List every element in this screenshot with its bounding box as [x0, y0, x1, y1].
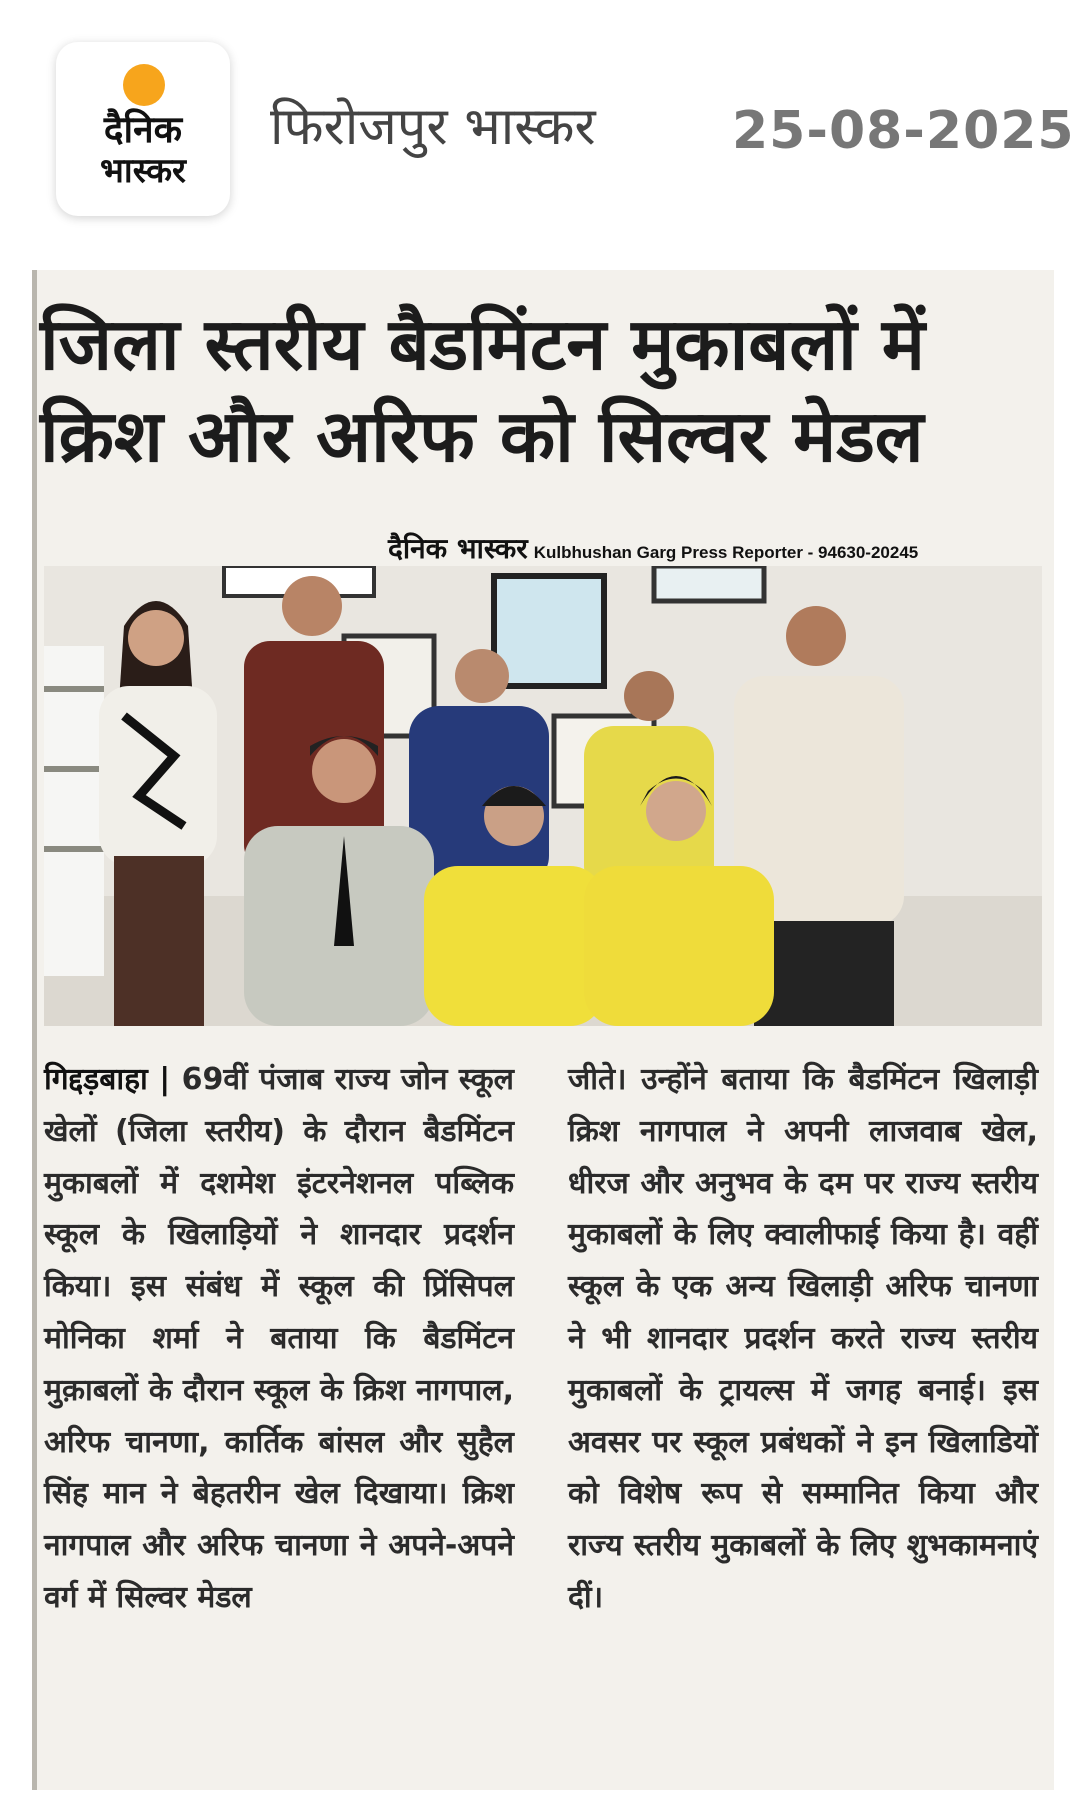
group-photo-illustration	[44, 566, 1042, 1026]
article-dateline: गिद्दड़बाहा |	[44, 1062, 182, 1097]
article-headline: जिला स्तरीय बैडमिंटन मुकाबलों में क्रिश और अरिफ को सिल्वर मेडल	[40, 302, 925, 478]
credit-reporter: Kulbhushan Garg Press Reporter - 94630-20245	[533, 543, 919, 562]
dainik-bhaskar-logo[interactable]	[56, 42, 230, 216]
article-column-2: जीते। उन्होंने बताया कि बैडमिंटन खिलाड़ी क्रिश नागपाल ने अपनी लाजवाब खेल, धीरज और अनुभव के दम पर राज्य स्तरीय मुकाबलों के लिए क्वालीफाई किया है। वहीं स्कूल के एक अन्य खिलाड़ी अरिफ चानणा ने भी शानदार प्रदर्शन करते राज्य स्तरीय मुकाबलों के ट्रायल्स में जगह बनाई। इस अवसर पर स्कूल प्रबंधकों ने इन खिलाडियों को विशेष रूप से सम्मानित किया और राज्य स्तरीय मुकाबलों के लिए शुभकामनाएं दीं।	[568, 1062, 1038, 1615]
sun-icon	[123, 64, 165, 106]
app-header	[0, 0, 1080, 240]
photo-credit	[388, 532, 1048, 566]
logo-text-line2: भास्कर	[100, 151, 186, 191]
edition-name: फिरोजपुर भास्कर	[270, 97, 596, 157]
article-body-col1: 69वीं पंजाब राज्य जोन स्कूल खेलों (जिला स्तरीय) के दौरान बैडमिंटन मुकाबलों में दशमेश इंटरनेशनल पब्लिक स्कूल के खिलाड़ियों ने शानदार प्रदर्शन किया। इस संबंध में स्कूल की प्रिंसिपल मोनिका शर्मा ने बताया कि बैडमिंटन मुक़ाबलों के दौरान स्कूल के क्रिश नागपाल, अरिफ चानणा, कार्तिक बांसल और सुहैल सिंह मान ने बेहतरीन खेल दिखाया। क्रिश नागपाल और अरिफ चानणा ने अपने-अपने वर्ग में सिल्वर मेडल	[44, 1062, 514, 1615]
article-photo	[44, 566, 1042, 1026]
clipping-edge	[32, 270, 37, 1790]
credit-brand: दैनिक भास्कर	[388, 532, 528, 565]
article-column-1	[44, 1054, 514, 1624]
edition-date: 25-08-2025	[732, 101, 1075, 161]
logo-text-line1: दैनिक	[103, 108, 183, 151]
